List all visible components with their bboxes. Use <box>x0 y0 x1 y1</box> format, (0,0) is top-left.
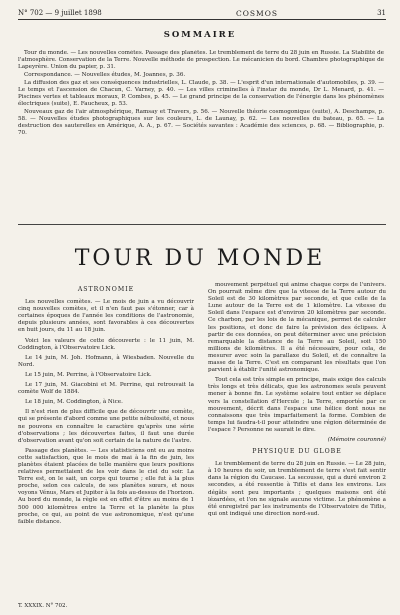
issue-number: N° 702 — 9 juillet 1898 <box>18 9 102 17</box>
article-paragraph: Voici les valeurs de cette découverte : le 11 juin, M. Coddington, à l'Observatoire Lick. <box>18 337 194 351</box>
summary-paragraph: La diffusion des gaz et ses conséquences industrielles, L. Claude, p. 38. — L'esprit d'un internationale d'automobiles, p. 39. — Le temps et l'ascension de Chacun, C. Varney, p. 40. — Les villes criminelles à l'instar du monde, Dr L. Menard, p. 41. — Piscines vertes et tableaux moraux, P. Combes, p. 45. — Le grand principe de la conservation de l'énergie dans les phénomènes électriques (suite), E. Faucheux, p. 53. <box>18 80 384 107</box>
article-paragraph: Le 14 juin, M. Joh. Hofmann, à Wiesbaden. Nouvelle du Nord. <box>18 354 194 368</box>
sommaire-heading: SOMMAIRE <box>163 30 237 40</box>
summary-paragraph: Nouveaux gaz de l'air atmosphérique, Ramsay et Travers, p. 56. — Nouvelle théorie cosmogonique (suite), A. Deschamps, p. 58. — Nouvelles études photographiques sur les couleurs, L. de Launay, p. 62. — Les nouvelles du bateau, p. 65. — La destruction des sauterelles en Amérique, A. A., p. 67. — Sociétés savantes : Académie des sciences, p. 68. — Bibliographie, p. 70. <box>18 109 384 136</box>
journal-title: COSMOS <box>236 8 278 18</box>
sommaire-summary <box>18 50 384 220</box>
article-paragraph: mouvement perpétuel qui anime chaque corps de l'univers. On pourrait même dire que la vitesse de la Terre autour du Soleil est de 30 kilomètres par seconde, et que celle de la Lune autour de la Terre est de 1 kilomètre. La vitesse du Soleil dans l'espace est d'environ 20 kilomètres par seconde. Ce charbon, par les lois de la mécanique, permet de calculer les positions, et donc de faire la prévision des éclipses. À partir de ces données, on peut déterminer avec une précision remarquable la distance de la Terre au Soleil, soit 150 millions de kilomètres. Il a été nécessaire, pour cela, de mesurer avec soin la parallaxe du Soleil, et de connaître la masse de la Terre. C'est en comparant les résultats que l'on parvient à établir l'unité astronomique. <box>208 282 386 374</box>
summary-paragraph: Tour du monde. — Les nouvelles comètes. Passage des planètes. Le tremblement de terre du 28 juin en Russie. La Stabilité de l'atmosphère. Conservation de la Terre. Nouvelle méthode de prospection. Le mécanicien du bord. Chambre photographique de Lapeyrère. Union du papier, p. 31. <box>18 50 384 70</box>
section-heading-astronomie: ASTRONOMIE <box>77 286 135 293</box>
article-paragraph: Il n'est rien de plus difficile que de découvrir une comète, qui se présente d'abord comme une petite nébulosité, et nous ne pouvons en connaître le caractère qu'après une série d'observations ; les découvertes faites, il faut une durée d'observation avant qu'on soit certain de la nature de l'astre. <box>18 409 194 444</box>
article-paragraph: Tout cela est très simple en principe, mais exige des calculs très longs et très délicats, que les astronomes seuls peuvent mener à bonne fin. Le système solaire tout entier se déplace vers la constellation d'Hercule ; la Terre, emportée par ce mouvement, décrit dans l'espace une hélice dont nous ne connaissons que très imparfaitement la forme. Combien de temps lui faudra-t-il pour atteindre une région déterminée de l'espace ? Personne ne saurait le dire. <box>208 377 386 433</box>
article-paragraph: Les nouvelles comètes. — Le mois de juin a vu découvrir cinq nouvelles comètes, et il n'en faut pas s'étonner, car à certaines époques de l'année les conditions de l'astronomie, depuis plusieurs années, sont favorables à ces découvertes en huit jours, du 11 au 18 juin. <box>18 299 194 334</box>
page-number: 31 <box>377 9 386 17</box>
header-rule <box>18 19 386 20</box>
tour-du-monde-heading: TOUR DU MONDE <box>74 246 326 271</box>
article-paragraph: Passage des planètes. — Les statisticiens ont eu au moins cette satisfaction, que le mois de mai à la fin de juin, les planètes étaient placées de telle manière que leurs positions relatives permettaient de les voir dans le ciel du soir. La Terre est, on le sait, un corps qui tourne ; elle fut à la plus proche, selon ces calculs, de ses planètes sœurs, et nous voyons Vénus, Mars et Jupiter à la fois au-dessus de l'horizon. Au bord du monde, la règle est en effet d'être au moins de 1 500 000 kilomètres entre la Terre et la planète la plus proche, ce qui, au point de vue astronomique, n'est qu'une faible distance. <box>18 447 194 525</box>
running-header <box>18 6 386 20</box>
article-paragraph: Le 18 juin, M. Coddington, à Nice. <box>25 399 123 406</box>
article-paragraph: Le 15 juin, M. Perrine, à l'Observatoire Lick. <box>25 371 152 378</box>
section-rule <box>18 224 386 225</box>
left-column <box>18 282 194 600</box>
section-heading-physique: PHYSIQUE DU GLOBE <box>252 448 342 456</box>
footer-signature: T. XXXIX. N° 702. <box>18 603 68 609</box>
article-signature: (Mémoire couronné) <box>327 436 386 443</box>
article-paragraph: Le 17 juin, M. Giacobini et M. Perrine, qui retrouvait la comète Wolf de 1884. <box>18 382 194 396</box>
right-column <box>208 282 386 600</box>
article-paragraph: Le tremblement de terre du 28 juin en Russie. — Le 28 juin, à 10 heures du soir, un tremblement de terre s'est fait sentir dans la région du Caucase. La secousse, qui a duré environ 2 secondes, a été ressentie à Tiflis et dans les environs. Les dégâts sont peu importants ; quelques maisons ont été lézardées, et l'on ne signale aucune victime. Le phénomène a été enregistré par les instruments de l'Observatoire de Tiflis, qui ont indiqué une direction nord-sud. <box>208 461 386 517</box>
summary-paragraph: Correspondance. — Nouvelles études, M. Joannes, p. 36. <box>24 72 186 78</box>
